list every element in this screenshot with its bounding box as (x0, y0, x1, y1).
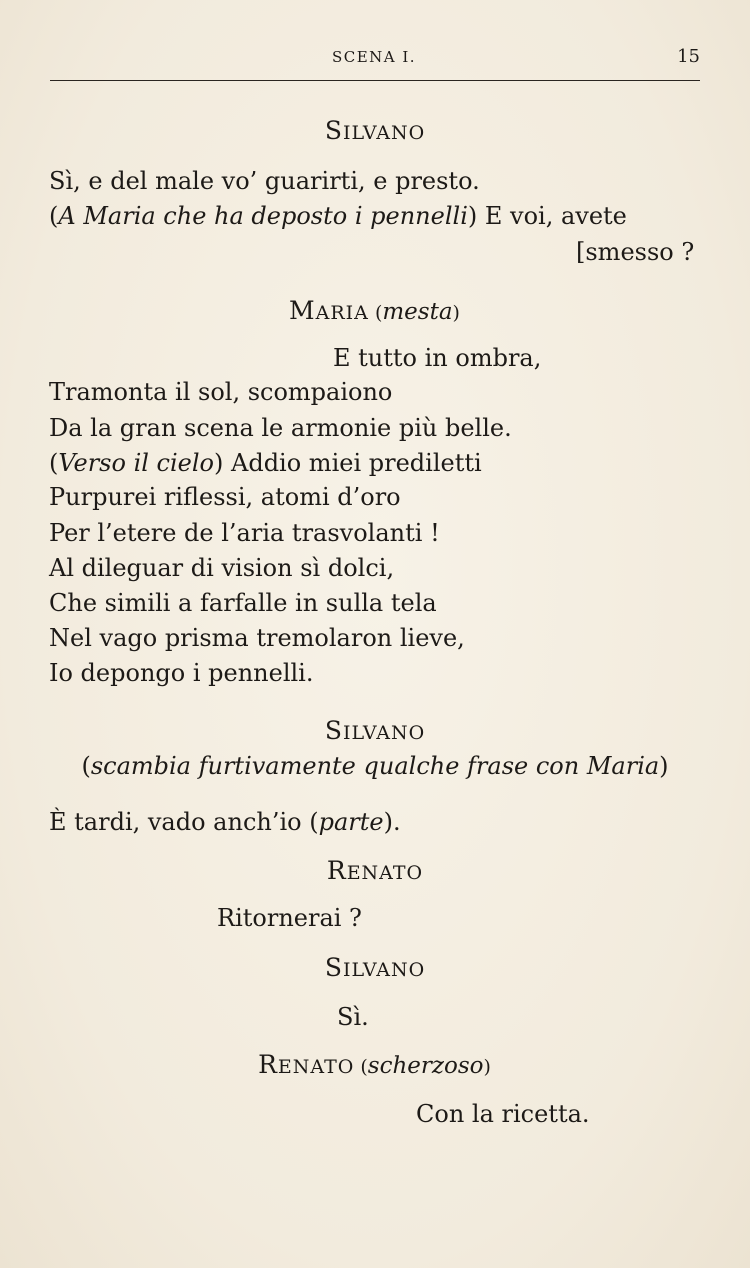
speaker-renato: RENATO (scherzoso) (258, 1050, 492, 1079)
verse-line: Purpurei riflessi, atomi d’oro (49, 483, 401, 511)
section-label: SCENA I. (331, 48, 417, 66)
speaker-silvano: SILVANO (324, 116, 426, 145)
verse-line: Al dileguar di vision sì dolci, (49, 554, 395, 582)
verse-line: (Verso il cielo) Addio miei prediletti (49, 449, 482, 477)
stage-direction: mesta (382, 299, 453, 325)
stage-direction: Verso il cielo (58, 449, 214, 477)
verse-line: Ritornerai ? (217, 904, 362, 932)
stage-direction-line: (scambia furtivamente qualche frase con Maria) (81, 752, 669, 780)
verse-line: Sì. (337, 1003, 369, 1031)
speaker-silvano: SILVANO (324, 716, 426, 745)
verse-line: Tramonta il sol, scompaiono (49, 378, 393, 406)
running-head (48, 48, 700, 70)
header-rule (50, 80, 700, 81)
verse-line: Sì, e del male vo’ guarirti, e presto. (49, 167, 480, 195)
speaker-maria: MARIA (mesta) (289, 296, 461, 325)
verse-line: Con la ricetta. (416, 1100, 590, 1128)
verse-continuation: [smesso ? (576, 238, 695, 266)
page-number: 15 (677, 46, 700, 67)
stage-direction: A Maria che ha deposto i pennelli (58, 202, 468, 230)
speaker-silvano: SILVANO (324, 953, 426, 982)
verse-line: Io depongo i pennelli. (49, 659, 314, 687)
verse-line: Nel vago prisma tremolaron lieve, (49, 624, 465, 652)
stage-direction: scambia furtivamente qualche frase con Maria (90, 752, 660, 780)
stage-direction: scherzoso (367, 1053, 484, 1079)
stage-direction: parte (318, 808, 384, 836)
verse-line: Da la gran scena le armonie più belle. (49, 414, 512, 442)
verse-line: Che simili a farfalle in sulla tela (49, 589, 437, 617)
verse-line: È tardi, vado anch’io (parte). (49, 808, 401, 836)
verse-line: Per l’etere de l’aria trasvolanti ! (49, 519, 440, 547)
speaker-renato: RENATO (326, 856, 424, 885)
verse-line: E tutto in ombra, (333, 344, 542, 372)
verse-line: (A Maria che ha deposto i pennelli) E voi, avete (49, 202, 627, 230)
